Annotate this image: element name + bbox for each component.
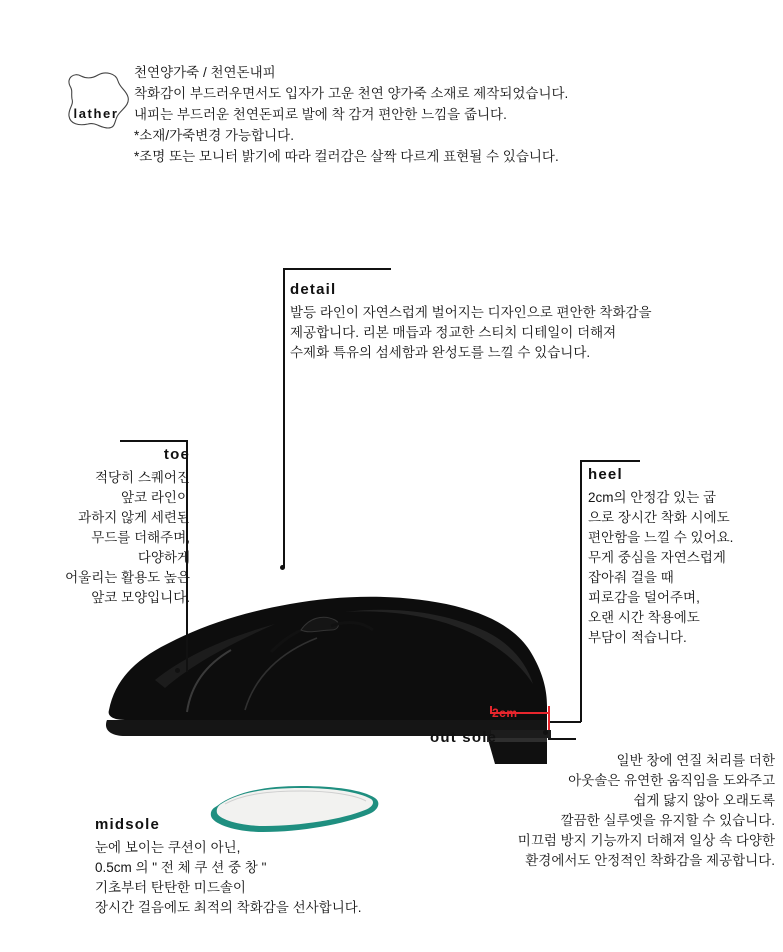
toe-leader-dot: [175, 668, 180, 673]
callout-midsole: [95, 815, 362, 918]
leather-hide-icon: [60, 70, 132, 132]
leather-notes: [134, 125, 568, 167]
leather-text: [134, 62, 568, 167]
leather-heading: 천연양가죽 / 천연돈내피: [134, 65, 276, 80]
callout-toe-line-3: 과하지 않게 세련된: [78, 510, 190, 525]
heel-leader-hline-bottom: [548, 721, 581, 723]
callout-heel-line-2: 으로 장시간 착화 시에도: [588, 510, 730, 525]
heel-leader-vline: [580, 460, 582, 722]
toe-leader-hline: [120, 440, 188, 442]
callout-heel-line-7: 오랜 시간 착용에도: [588, 610, 700, 625]
callout-detail-line-1: 발등 라인이 자연스럽게 벌어지는 디자인으로 편안한 착화감을: [290, 305, 652, 320]
callout-heel-line-3: 편안함을 느낄 수 있어요.: [588, 530, 734, 545]
detail-leader-dot: [280, 565, 285, 570]
leather-badge-label: lather: [73, 106, 119, 121]
callout-outsole-line-2: 아웃솔은 유연한 움직임을 도와주고: [568, 773, 775, 788]
callout-toe-line-5: 다양하게: [137, 550, 190, 565]
callout-outsole-line-4: 깔끔한 실루엣을 유지할 수 있습니다.: [560, 813, 775, 828]
callout-heel-line-8: 부담이 적습니다.: [588, 630, 687, 645]
callout-toe-line-4: 무드를 더해주며,: [91, 530, 190, 545]
callout-heel-line-5: 잡아줘 걸을 때: [588, 570, 674, 585]
callout-heel-line-4: 무게 중심을 자연스럽게: [588, 550, 726, 565]
leather-body-line-1: 착화감이 부드러우면서도 입자가 고운 천연 양가죽 소재로 제작되었습니다.: [134, 86, 569, 101]
callout-midsole-line-3: 기초부터 탄탄한 미드솔이: [95, 880, 246, 895]
callout-detail-line-3: 수제화 특유의 섬세함과 완성도를 느낄 수 있습니다.: [290, 345, 591, 360]
callout-outsole-line-3: 쉽게 닳지 않아 오래도록: [633, 793, 775, 808]
detail-leader-hline: [283, 268, 391, 270]
callout-detail: [290, 280, 652, 363]
callout-detail-line-2: 제공합니다. 리본 매듭과 정교한 스티치 디테일이 더해져: [290, 325, 617, 340]
heel-height-line-right: [548, 706, 550, 730]
callout-midsole-line-1: 눈에 보이는 쿠션이 아닌,: [95, 840, 241, 855]
heel-height-line-top: [490, 712, 550, 714]
callout-toe-line-6: 어울리는 활용도 높은: [65, 570, 190, 585]
callout-toe-line-1: 적당히 스퀘어진: [94, 470, 190, 485]
heel-leader-hline: [580, 460, 640, 462]
callout-heel-line-1: 2cm의 안정감 있는 굽: [588, 490, 717, 505]
callout-outsole-line-1: 일반 창에 연질 처리를 더한: [616, 753, 775, 768]
callout-midsole-line-4: 장시간 걸음에도 최적의 착화감을 선사합니다.: [95, 900, 362, 915]
callout-outsole: [430, 728, 775, 871]
callout-toe: [5, 445, 190, 608]
callout-outsole-title: out sole: [430, 729, 498, 746]
callout-detail-title: detail: [290, 281, 337, 298]
callout-heel: [588, 465, 733, 648]
callout-toe-title: toe: [163, 446, 190, 463]
callout-outsole-line-6: 환경에서도 안정적인 착화감을 제공합니다.: [525, 853, 775, 868]
callout-toe-line-2: 앞코 라인이: [121, 490, 190, 505]
heel-height-line-left: [490, 706, 492, 714]
callout-midsole-title: midsole: [95, 816, 161, 833]
callout-heel-line-6: 피로감을 덜어주며,: [588, 590, 700, 605]
leather-note-line-1: *소재/가죽변경 가능합니다.: [134, 128, 294, 143]
callout-heel-title: heel: [588, 466, 623, 483]
callout-outsole-line-5: 미끄럼 방지 기능까지 더해져 일상 속 다양한: [517, 833, 775, 848]
detail-leader-vline: [283, 268, 285, 568]
callout-midsole-line-2: 0.5cm 의 " 전 체 쿠 션 중 창 ": [95, 860, 267, 875]
callout-toe-line-7: 앞코 모양입니다.: [91, 590, 190, 605]
leather-note-line-2: *조명 또는 모니터 밝기에 따라 컬러감은 살짝 다르게 표현될 수 있습니다.: [134, 149, 559, 164]
leather-body-line-2: 내피는 부드러운 천연돈피로 발에 착 감겨 편안한 느낌을 줍니다.: [134, 107, 507, 122]
